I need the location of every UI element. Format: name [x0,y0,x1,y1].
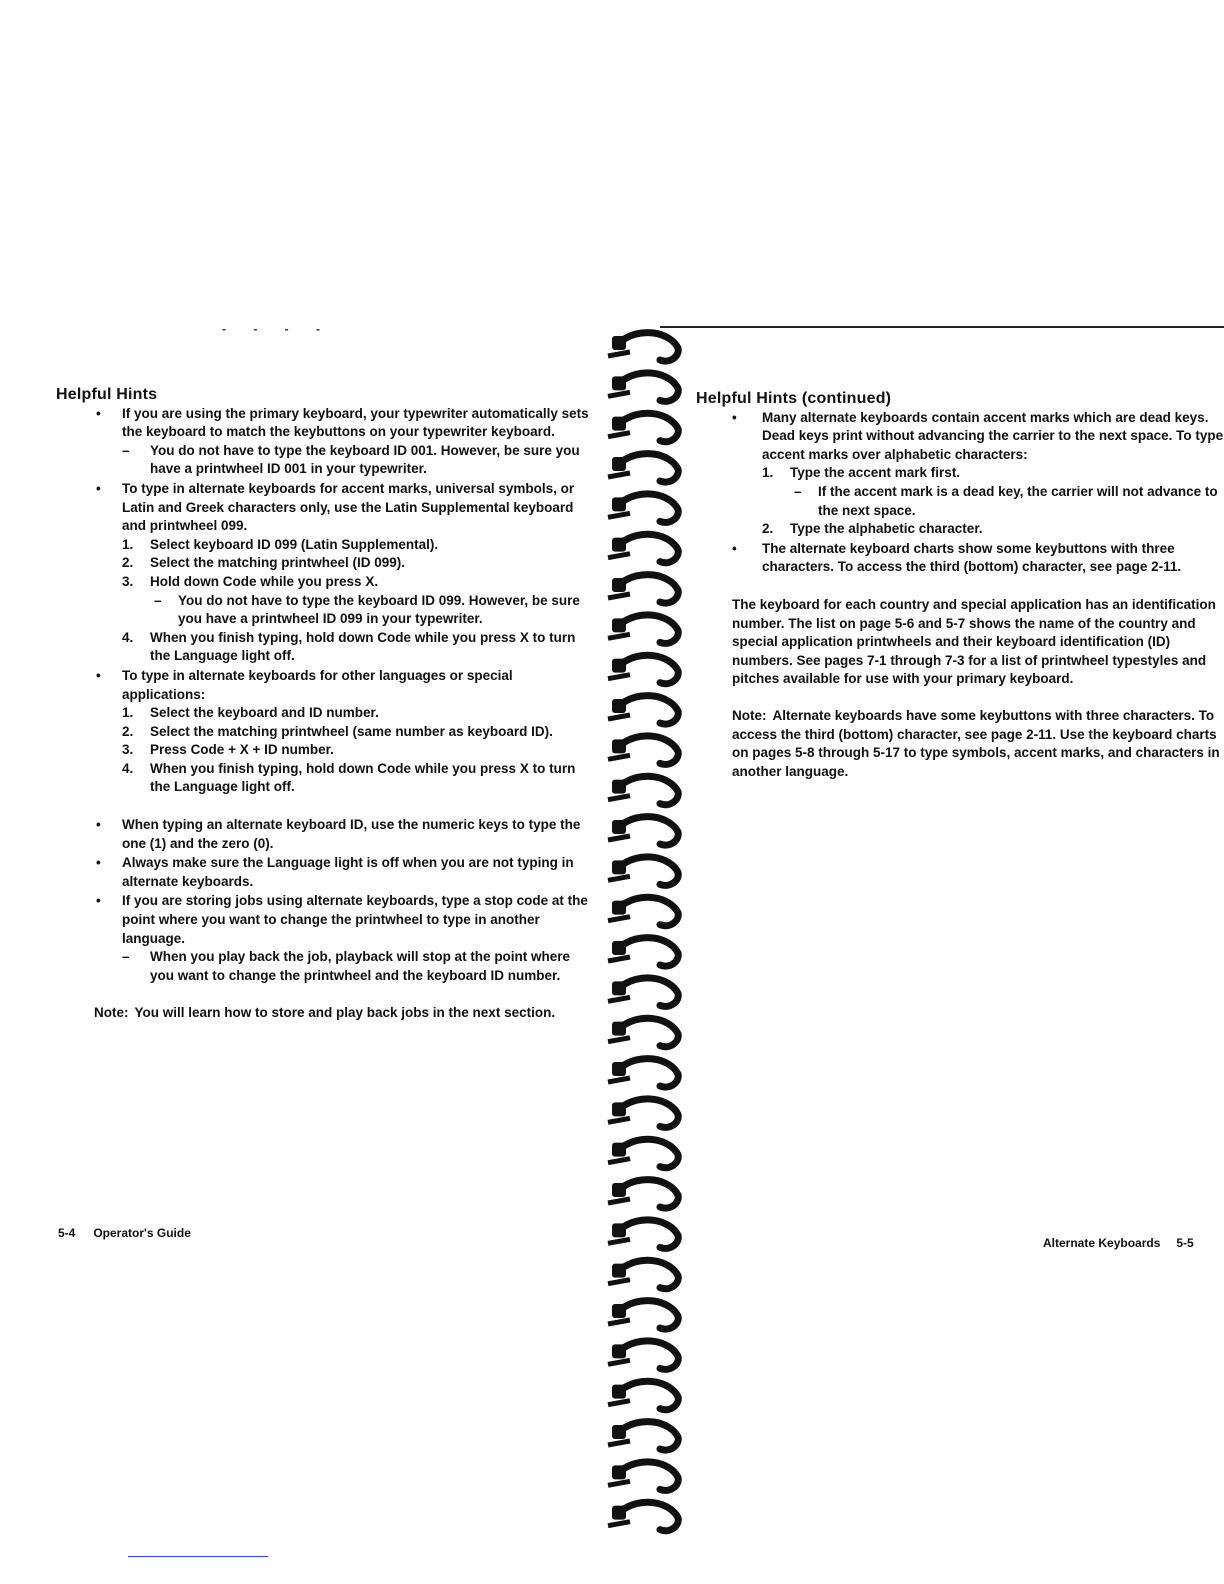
step-item [122,554,596,573]
binding-coil [608,696,678,724]
step-number: 3. [122,573,134,589]
list-item [696,409,1224,539]
step-item [762,464,1224,520]
binding-coil [608,1341,678,1369]
step-text: Select the matching printwheel (same number as keyboard ID). [150,723,553,739]
binding-coil [608,1099,678,1127]
step-number: 1. [122,705,134,721]
step-item [762,520,1224,539]
list-item [696,540,1224,577]
list-item [56,667,596,797]
spiral-binding [600,320,710,1560]
step-item [122,573,596,629]
key-name: Code [377,760,411,776]
binding-coil [608,1381,678,1409]
binding-coil [608,655,678,683]
step-text: light off. [241,648,295,664]
step-number: 4. [122,629,134,645]
step-text: to turn the [150,629,576,664]
binding-coil [608,1502,678,1530]
bullet-marker: • [96,405,101,421]
hint-text: If the accent mark is a dead key, the carrier will not advance to the next space. [818,483,1218,518]
hint-text: The alternate keyboard charts show some keybuttons with three characters. To access the third (bottom) character, see page 2-11. [762,540,1182,575]
dash-marker: – [122,949,130,965]
step-number: 3. [122,742,134,758]
note-text: Alternate keyboards have some keybuttons with three characters. To access the third (bottom) character, see page 2-11. Use the keyboard charts on pages 5-8 through 5-17 to type symbols, accent marks, and characters in another language. [732,707,1220,779]
step-text: Type the alphabetic character. [790,521,983,537]
binding-coil [608,454,678,482]
body-paragraph: The keyboard for each country and special application has an identification number. The list on page 5-6 and 5-7 shows the name of the country and special application printwheels and their keyboard identification (ID) numbers. See pages 7-1 through 7-3 for a list of printwheel typestyles and pitches available for use with your primary keyboard. [732,596,1216,687]
hint-text: Many alternate keyboards contain accent marks which are dead keys. Dead keys print without advancing the carrier to the next space. To type accent marks over alphabetic characters: [762,409,1224,462]
right-page-footer [1043,1236,1210,1250]
binding-coil [608,534,678,562]
sub-item [790,483,1224,520]
footer-title: Alternate Keyboards [1043,1236,1161,1250]
step-number: 1. [122,536,134,552]
binding-coil [608,615,678,643]
binding-coil [608,1139,678,1167]
binding-coil [608,776,678,804]
hint-text: You do not have to type the keyboard ID 001. However, be sure you have a printwheel ID 001 in your typewriter. [150,442,580,477]
right-page-title: Helpful Hints (continued) [696,390,892,407]
binding-coil [608,1018,678,1046]
list-item [56,816,596,853]
binding-coil [608,1462,678,1490]
binding-coil [608,857,678,885]
step-number: 2. [122,555,134,571]
dash-marker: – [122,442,130,458]
binding-coil [608,373,678,401]
step-text: number. [281,742,334,758]
step-text: Type the accent mark first. [790,465,961,481]
binding-coil [608,1059,678,1087]
bullet-marker: • [732,540,737,556]
step-text: while you press [414,629,517,645]
key-name: X [519,629,529,645]
bullet-marker: • [96,855,101,871]
left-page-title: Helpful Hints [56,386,158,403]
bullet-marker: • [96,893,101,909]
bullet-marker: • [96,480,101,496]
binding-coil [608,413,678,441]
binding-coil [608,817,678,845]
page-edge-marks: - - - - [222,322,332,336]
sub-item [122,948,596,985]
binding-coil [608,897,678,925]
key-name: X. [365,573,379,589]
hint-text: When you play back the job, playback will stop at the point where you want to change the printwheel and the keyboard ID number. [150,949,571,983]
bullet-marker: • [732,409,737,425]
hint-text: light is off when you are not typing in alternate keyboards. [122,855,574,889]
note [56,1004,596,1023]
hint-text: To type in alternate keyboards for accent marks, universal symbols, or Latin and Greek characters only, use the Latin Supplemental keyboard and printwheel 099. [122,480,575,534]
step-text: to turn the [150,760,576,795]
step-item [122,536,596,555]
binding-coil [608,1260,678,1288]
binding-coil [608,1422,678,1450]
key-name: Code [222,573,257,589]
bullet-marker: • [96,667,101,683]
link-underline [128,1556,268,1557]
hint-text: To type in alternate keyboards for other languages or special applications: [122,667,513,702]
list-item [56,854,596,891]
sub-item [122,442,596,479]
hint-text: Always make sure the [122,855,264,871]
list-item [56,892,596,985]
binding-coil [608,1220,678,1248]
step-text: Press [150,742,187,758]
note [696,707,1224,781]
light-name: Language [174,648,238,664]
hint-text: If you are storing jobs using alternate keyboards, type a stop code at the point where you want to change the printwheel to type in another language. [122,893,588,946]
dash-marker: – [154,592,162,608]
step-text: while you press [414,760,517,776]
dash-marker: – [794,483,802,499]
page-number: 5-5 [1176,1236,1194,1250]
step-text: Select keyboard ID 099 (Latin Supplemental). [150,536,439,552]
hint-text: When typing an alternate keyboard ID, use the numeric keys to type the one (1) and the zero (0). [122,817,581,851]
right-page [696,390,1224,781]
note-label: Note: [94,1005,129,1021]
step-number: 2. [122,723,134,739]
step-number: 1. [762,465,774,481]
light-name: Language [174,779,238,795]
note-text: You will learn how to store and play back jobs in the next section. [134,1005,556,1021]
binding-coil [608,1301,678,1329]
binding-coil [608,978,678,1006]
step-number: 4. [122,760,134,776]
light-name: Language [266,855,331,871]
step-text: light off. [241,779,295,795]
bullet-marker: • [96,817,101,833]
sub-item [150,592,596,629]
step-number: 2. [762,521,774,537]
step-text: Hold down [150,573,219,589]
key-combo: Code + X + ID [190,742,278,758]
step-item [122,723,596,742]
step-text: When you finish typing, hold down [150,629,374,645]
binding-coil [608,938,678,966]
page-number: 5-4 [58,1226,76,1240]
step-text: When you finish typing, hold down [150,760,374,776]
note-label: Note: [732,707,767,723]
left-page-footer [58,1226,209,1240]
step-item [122,629,596,666]
binding-coil [608,575,678,603]
hint-text: If you are using the primary keyboard, your typewriter automatically sets the keyboard to match the keybuttons on your typewriter keyboard. [122,405,589,440]
step-item [122,704,596,723]
binding-coil [608,333,678,361]
step-item [122,741,596,760]
step-text: Select the matching printwheel (ID 099). [150,555,406,571]
step-text: Select the keyboard and ID number. [150,705,379,721]
key-name: Code [377,629,411,645]
footer-title: Operator's Guide [93,1226,191,1240]
list-item [56,480,596,666]
top-rule [660,326,1224,328]
list-item [56,405,596,479]
binding-coil [608,494,678,522]
step-item [122,760,596,797]
left-page [56,386,596,1023]
key-name: X [519,760,529,776]
binding-coil [608,1180,678,1208]
hint-text: You do not have to type the keyboard ID 099. However, be sure you have a printwheel ID 099 in your typewriter. [178,592,580,627]
step-text: while you press [260,573,362,589]
binding-coil [608,736,678,764]
